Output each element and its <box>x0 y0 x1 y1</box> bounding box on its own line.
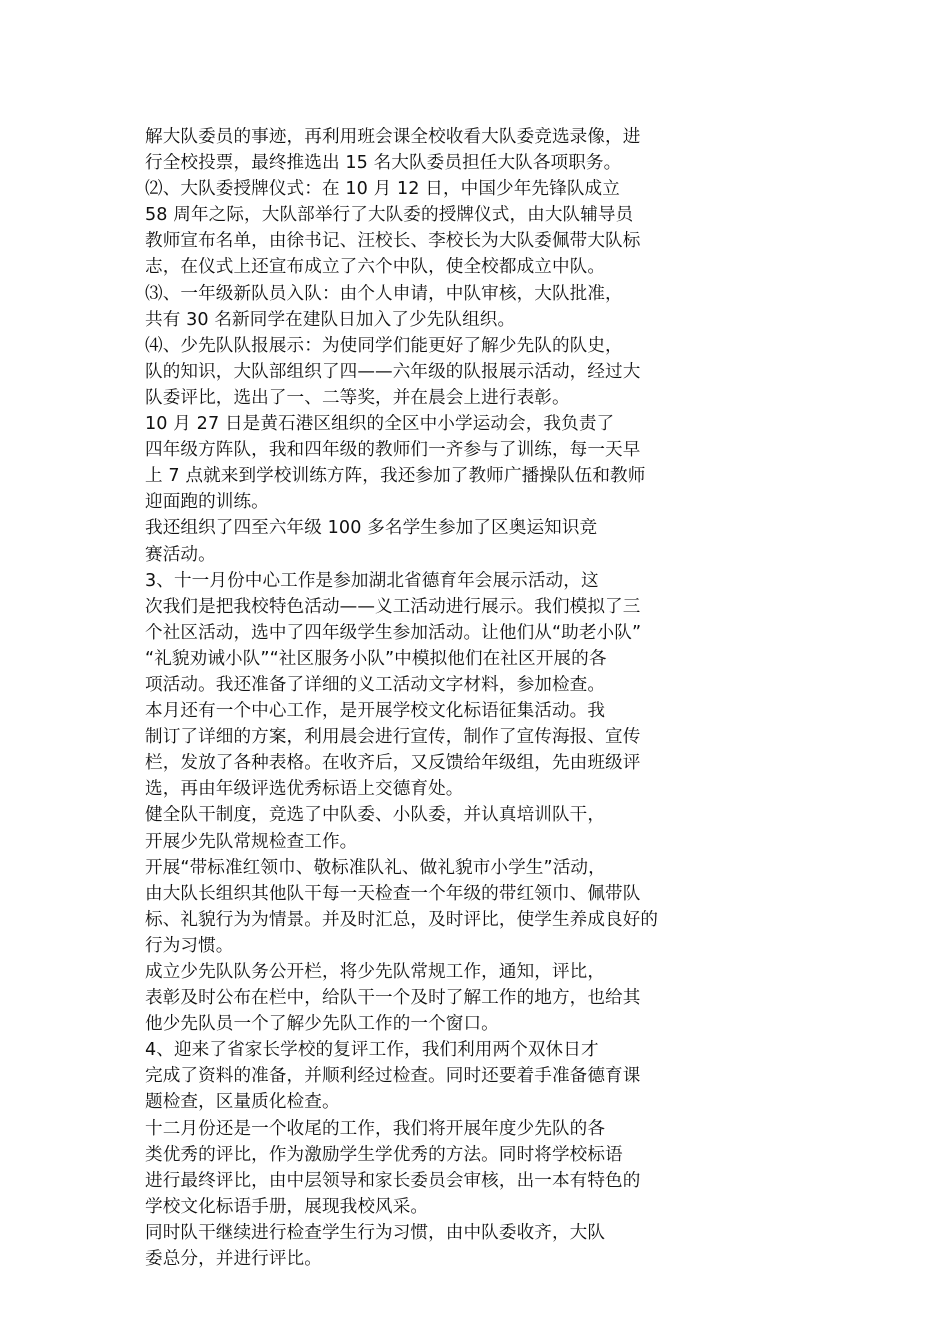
text-line: 赛活动。 <box>145 544 216 565</box>
text-line: 成立少先队队务公开栏，将少先队常规工作，通知，评比， <box>145 962 606 982</box>
text-line: 制订了详细的方案，利用晨会进行宣传，制作了宣传海报、宣传 <box>145 727 641 748</box>
text-line: 个社区活动，选中了四年级学生参加活动。让他们从“助老小队” <box>145 622 642 643</box>
text-line: 类优秀的评比，作为激励学生学优秀的方法。同时将学校标语 <box>145 1144 623 1165</box>
text-line: 共有 30 名新同学在建队日加入了少先队组织。 <box>145 309 516 330</box>
text-line: “礼貌劝诫小队”“社区服务小队”中模拟他们在社区开展的各 <box>145 648 607 669</box>
text-line: 3、十一月份中心工作是参加湖北省德育年会展示活动，这 <box>145 570 599 591</box>
text-line: 项活动。我还准备了详细的义工活动文字材料，参加检查。 <box>145 674 606 695</box>
text-line: 我还组织了四至六年级 100 多名学生参加了区奥运知识竞 <box>145 518 598 539</box>
text-line: 完成了资料的准备，并顺利经过检查。同时还要着手准备德育课 <box>145 1066 641 1087</box>
text-line: 同时队干继续进行检查学生行为习惯，由中队委收齐，大队 <box>145 1222 606 1243</box>
text-line: 迎面跑的训练。 <box>145 492 269 513</box>
text-line: 开展少先队常规检查工作。 <box>145 831 358 852</box>
text-line: 由大队长组织其他队干每一天检查一个年级的带红领巾、佩带队 <box>145 883 641 904</box>
text-line: 栏，发放了各种表格。在收齐后，又反馈给年级组，先由班级评 <box>145 753 641 774</box>
text-line: 队的知识，大队部组织了四——六年级的队报展示活动，经过大 <box>145 361 641 382</box>
text-line: 58 周年之际，大队部举行了大队委的授牌仪式，由大队辅导员 <box>145 205 634 226</box>
text-line: 健全队干制度，竞选了中队委、小队委，并认真培训队干， <box>145 805 606 826</box>
text-line: 教师宣布名单，由徐书记、汪校长、李校长为大队委佩带大队标 <box>145 231 641 252</box>
text-line: 题检查，区量质化检查。 <box>145 1092 340 1113</box>
text-line: 解大队委员的事迹，再利用班会课全校收看大队委竞选录像，进 <box>145 127 641 147</box>
text-line: 他少先队员一个了解少先队工作的一个窗口。 <box>145 1014 499 1035</box>
text-line: 行为习惯。 <box>145 935 234 956</box>
text-line: ⑶、一年级新队员入队：由个人申请，中队审核，大队批准， <box>145 283 623 304</box>
text-line: 上 7 点就来到学校训练方阵，我还参加了教师广播操队伍和教师 <box>145 466 646 487</box>
text-line: 标、礼貌行为为情景。并及时汇总，及时评比，使学生养成良好的 <box>145 909 659 930</box>
document-body-text <box>145 124 705 1272</box>
text-line: 开展“带标准红领巾、敬标准队礼、做礼貌市小学生”活动， <box>145 857 606 878</box>
text-line: 表彰及时公布在栏中，给队干一个及时了解工作的地方，也给其 <box>145 988 641 1009</box>
text-line: 行全校投票，最终推选出 15 名大队委员担任大队各项职务。 <box>145 153 622 174</box>
text-line: 委总分，并进行评比。 <box>145 1249 322 1270</box>
text-line: 10 月 27 日是黄石港区组织的全区中小学运动会，我负责了 <box>145 414 615 435</box>
text-line: ⑷、少先队队报展示：为使同学们能更好了解少先队的队史， <box>145 335 623 356</box>
text-line: 队委评比，选出了一、二等奖，并在晨会上进行表彰。 <box>145 387 570 408</box>
text-line: 志，在仪式上还宣布成立了六个中队，使全校都成立中队。 <box>145 257 606 278</box>
text-line: 进行最终评比，由中层领导和家长委员会审核，出一本有特色的 <box>145 1170 641 1191</box>
text-line: 十二月份还是一个收尾的工作，我们将开展年度少先队的各 <box>145 1118 606 1139</box>
text-line: 4、迎来了省家长学校的复评工作，我们利用两个双休日才 <box>145 1040 599 1061</box>
text-line: 学校文化标语手册，展现我校风采。 <box>145 1196 429 1217</box>
text-line: 选，再由年级评选优秀标语上交德育处。 <box>145 779 464 800</box>
text-line: 次我们是把我校特色活动——义工活动进行展示。我们模拟了三 <box>145 596 641 617</box>
text-line: 四年级方阵队，我和四年级的教师们一齐参与了训练，每一天早 <box>145 440 641 461</box>
text-line: ⑵、大队委授牌仪式：在 10 月 12 日，中国少年先锋队成立 <box>145 179 620 200</box>
text-line: 本月还有一个中心工作，是开展学校文化标语征集活动。我 <box>145 701 606 722</box>
